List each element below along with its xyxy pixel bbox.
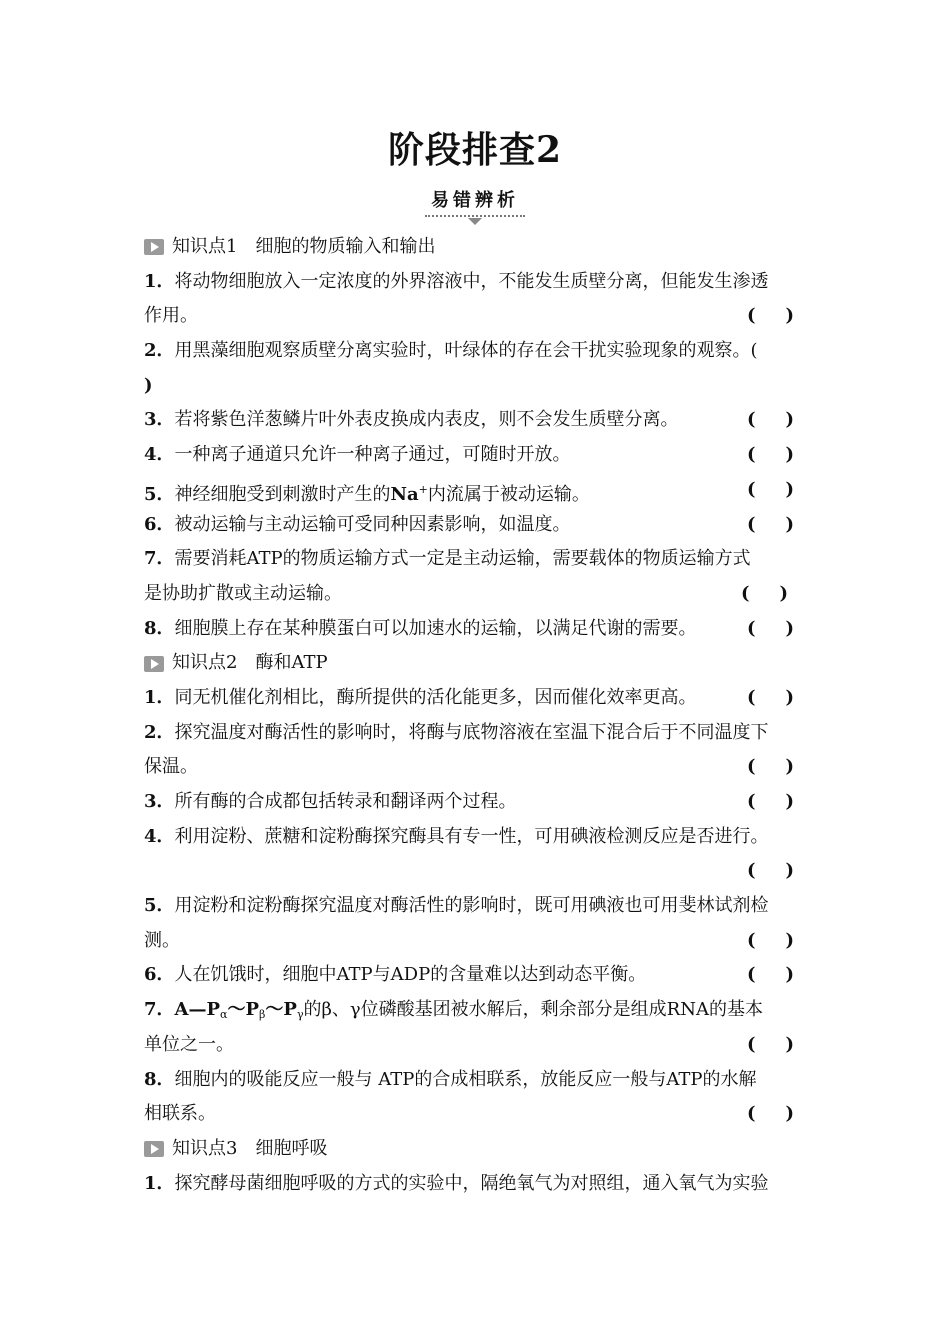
section-heading-1	[144, 230, 808, 265]
answer-bracket-close[interactable]: )	[144, 374, 153, 396]
ion-charge: +	[418, 482, 428, 496]
answer-bracket[interactable]: ( )	[747, 478, 795, 500]
question-number: 4．	[144, 825, 175, 847]
question-number: 6．	[144, 513, 175, 535]
question-number: 5．	[144, 483, 175, 505]
formula-part: ～P	[227, 999, 260, 1021]
answer-bracket[interactable]: ( )	[747, 444, 795, 466]
question-1-5	[144, 473, 808, 508]
question-1-8	[144, 612, 808, 647]
question-text: 相联系。	[144, 1103, 216, 1125]
question-text: 细胞膜上存在某种膜蛋白可以加速水的运输，以满足代谢的需要。	[174, 617, 697, 639]
answer-bracket[interactable]: ( )	[747, 929, 795, 951]
question-text: 用淀粉和淀粉酶探究温度对酶活性的影响时，既可用碘液也可用斐林试剂检	[174, 895, 769, 917]
section-heading-text: 知识点2 酶和ATP	[172, 652, 328, 674]
subtitle-banner	[0, 186, 950, 217]
question-number: 1．	[144, 1172, 175, 1194]
question-text: 单位之一。	[144, 1033, 234, 1055]
question-2-2-cont	[144, 750, 808, 785]
question-2-3	[144, 785, 808, 820]
formula-part: ～P	[265, 999, 297, 1021]
answer-bracket[interactable]: ( )	[747, 305, 795, 327]
question-number: 1．	[144, 686, 175, 708]
question-text: 被动运输与主动运输可受同种因素影响，如温度。	[174, 513, 571, 535]
question-number: 6．	[144, 964, 175, 986]
question-2-2	[144, 716, 808, 751]
question-2-8-cont	[144, 1097, 808, 1132]
question-2-6	[144, 958, 808, 993]
answer-bracket[interactable]: ( )	[747, 1103, 795, 1125]
answer-bracket[interactable]: ( )	[747, 1033, 795, 1055]
section-heading-3	[144, 1132, 808, 1167]
answer-bracket[interactable]: ( )	[747, 617, 795, 639]
question-list	[144, 230, 808, 1201]
question-text: 的β、γ位磷酸基团被水解后，剩余部分是组成RNA的基本	[303, 999, 763, 1021]
question-number: 5．	[144, 895, 175, 917]
question-2-5	[144, 889, 808, 924]
question-2-7-cont	[144, 1028, 808, 1063]
question-1-2	[144, 334, 808, 369]
question-1-7-cont	[144, 577, 808, 612]
question-text: 若将紫色洋葱鳞片叶外表皮换成内表皮，则不会发生质壁分离。	[174, 409, 679, 431]
question-text: 作用。	[144, 305, 198, 327]
answer-bracket[interactable]: ( )	[747, 756, 795, 778]
formula-subscript: β	[259, 1008, 266, 1022]
question-1-4	[144, 438, 808, 473]
question-text: 一种离子通道只允许一种离子通过，可随时开放。	[174, 444, 571, 466]
subtitle-text: 易错辨析	[431, 190, 519, 211]
play-icon	[144, 1141, 164, 1157]
subtitle	[425, 186, 525, 217]
question-3-1	[144, 1167, 808, 1202]
question-1-7	[144, 542, 808, 577]
section-heading-text: 知识点1 细胞的物质输入和输出	[172, 236, 436, 257]
answer-bracket[interactable]: ( )	[747, 686, 795, 708]
section-heading-text: 知识点3 细胞呼吸	[172, 1137, 328, 1159]
down-arrow-icon	[468, 218, 482, 225]
question-text: 利用淀粉、蔗糖和淀粉酶探究酶具有专一性，可用碘液检测反应是否进行。	[174, 825, 769, 847]
question-2-1	[144, 681, 808, 716]
answer-bracket[interactable]: ( )	[747, 791, 795, 812]
ion-symbol: Na	[390, 483, 419, 505]
question-number: 7．	[144, 999, 175, 1021]
question-number: 3．	[144, 409, 175, 431]
question-number: 1．	[144, 270, 175, 292]
question-1-1-cont	[144, 299, 808, 334]
question-1-6	[144, 508, 808, 543]
answer-bracket[interactable]: ( )	[747, 409, 795, 431]
question-2-8	[144, 1063, 808, 1098]
question-text: 细胞内的吸能反应一般与 ATP的合成相联系，放能反应一般与ATP的水解	[174, 1068, 757, 1090]
question-2-4-cont	[144, 854, 808, 889]
question-number: 2．	[144, 721, 175, 743]
question-number: 3．	[144, 791, 175, 812]
answer-bracket[interactable]: ( )	[747, 860, 795, 882]
question-text: 神经细胞受到刺激时产生的	[174, 483, 391, 505]
question-text: 内流属于被动运输。	[427, 483, 590, 505]
question-text: 测。	[144, 929, 180, 951]
answer-bracket[interactable]: ( )	[747, 964, 795, 986]
question-2-7	[144, 993, 808, 1028]
question-number: 4．	[144, 444, 175, 466]
play-icon	[144, 656, 164, 672]
question-1-3	[144, 403, 808, 438]
question-number: 8．	[144, 617, 175, 639]
question-text: 所有酶的合成都包括转录和翻译两个过程。	[174, 791, 517, 812]
formula-part: A—P	[174, 999, 221, 1021]
question-text: 需要消耗ATP的物质运输方式一定是主动运输，需要载体的物质运输方式	[174, 548, 751, 570]
answer-bracket[interactable]: ( )	[747, 513, 795, 535]
answer-bracket[interactable]: ( )	[741, 582, 789, 604]
question-1-2-cont	[144, 369, 808, 404]
question-text: 保温。	[144, 756, 198, 778]
question-text: 探究温度对酶活性的影响时，将酶与底物溶液在室温下混合后于不同温度下	[174, 721, 769, 743]
formula-subscript: α	[220, 1008, 228, 1022]
question-2-5-cont	[144, 924, 808, 959]
question-1-1	[144, 265, 808, 300]
question-text: 将动物细胞放入一定浓度的外界溶液中，不能发生质壁分离，但能发生渗透	[174, 270, 769, 292]
question-number: 7．	[144, 548, 175, 570]
question-number: 8．	[144, 1068, 175, 1090]
question-text: 同无机催化剂相比，酶所提供的活化能更多，因而催化效率更高。	[174, 686, 697, 708]
play-icon	[144, 239, 164, 255]
question-text: 探究酵母菌细胞呼吸的方式的实验中，隔绝氧气为对照组，通入氧气为实验	[174, 1172, 769, 1194]
page-title: 阶段排查2	[387, 129, 563, 171]
question-text: 用黑藻细胞观察质壁分离实验时，叶绿体的存在会干扰实验现象的观察。(	[174, 340, 758, 362]
question-text: 是协助扩散或主动运输。	[144, 582, 342, 604]
question-text: 人在饥饿时，细胞中ATP与ADP的含量难以达到动态平衡。	[174, 964, 647, 986]
question-number: 2．	[144, 340, 175, 362]
question-2-4	[144, 820, 808, 855]
section-heading-2	[144, 646, 808, 681]
formula-subscript: γ	[296, 1008, 304, 1022]
